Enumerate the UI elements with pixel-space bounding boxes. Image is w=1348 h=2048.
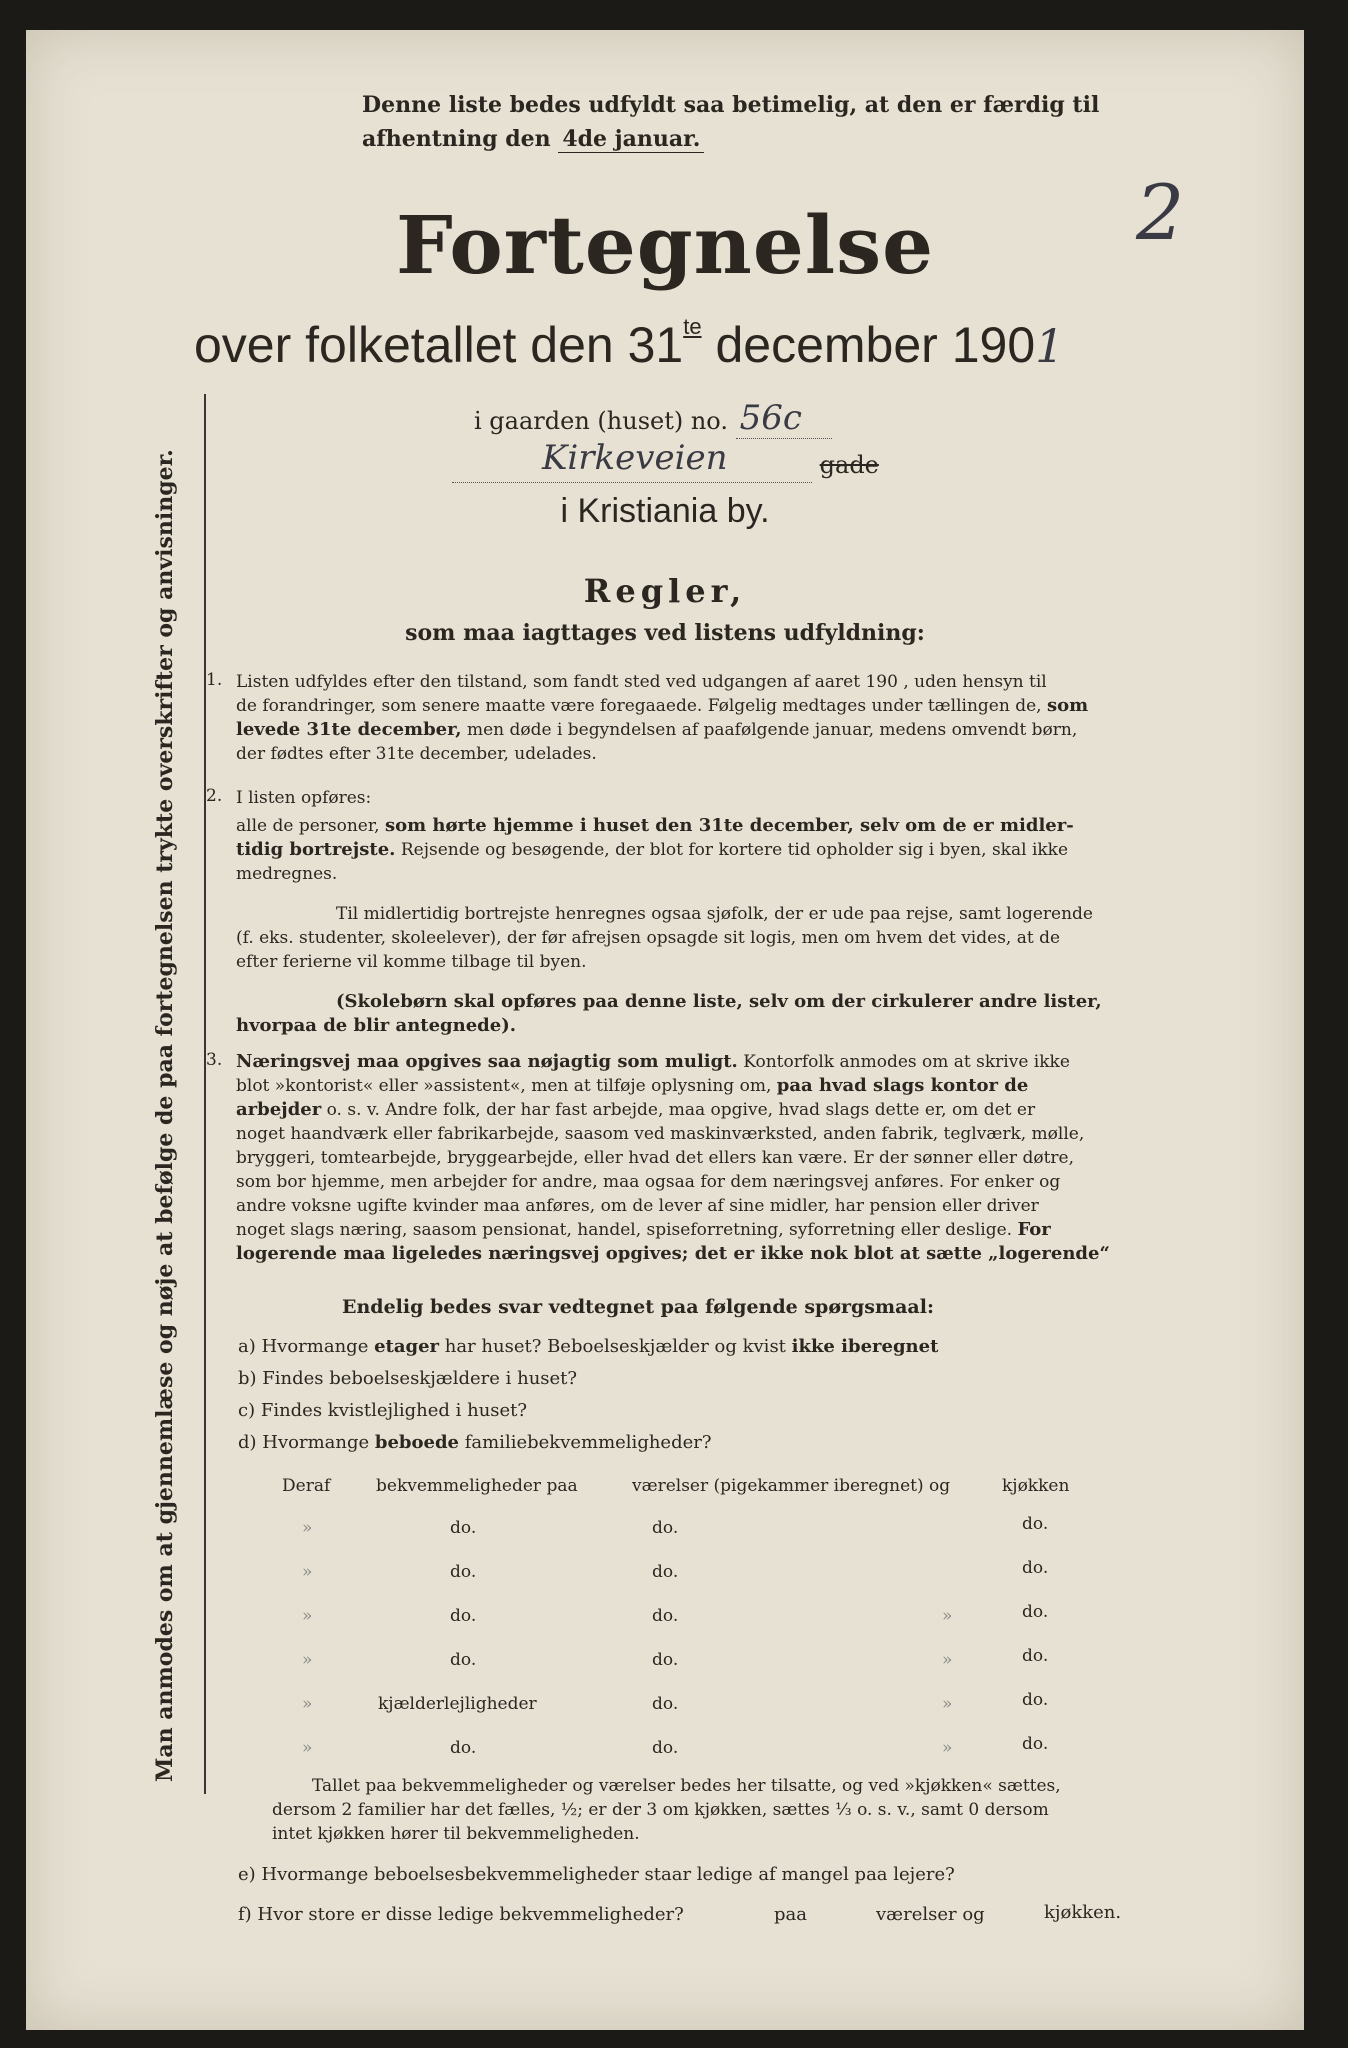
table-note-line: intet kjøkken hører til bekvemmeligheden.: [272, 1824, 640, 1844]
rule-1-number: 1.: [206, 670, 223, 690]
table-do: do.: [1022, 1690, 1049, 1710]
question-f-paa: paa: [774, 1904, 807, 1925]
form-subtitle: [194, 314, 1064, 374]
rule-3-text-part: noget slags næring, saasom pensionat, handel, spiseforretning, syforretning eller deslige.: [236, 1220, 1018, 1240]
rule-3-bold: paa hvad slags kontor de: [776, 1075, 1029, 1096]
rule-3-bold: For: [1017, 1219, 1051, 1240]
table-quote: »: [302, 1562, 313, 1582]
rule-3-text-part: Kontorfolk anmodes om at skrive ikke: [737, 1052, 1070, 1072]
table-do: do.: [1022, 1514, 1049, 1534]
table-do: do.: [450, 1606, 477, 1626]
question-f-vaerelser: værelser og: [876, 1904, 985, 1925]
rule-2-line: [236, 838, 1182, 862]
question-f-kjokken: kjøkken.: [1044, 1902, 1122, 1923]
table-do: do.: [450, 1738, 477, 1758]
table-do: do.: [450, 1518, 477, 1538]
rule-2-line: Til midlertidig bortrejste henregnes ogsaa sjøfolk, der er ude paa rejse, samt logerende: [336, 904, 1093, 924]
notice-line-1: Denne liste bedes udfyldt saa betimelig, at den er færdig til: [362, 92, 1100, 118]
rule-3-line: [236, 1218, 1182, 1242]
notice-prefix: afhentning den: [362, 126, 551, 152]
question-e: e) Hvormange beboelsesbekvemmeligheder staar ledige af mangel paa lejere?: [238, 1864, 955, 1885]
rule-3-text-part: blot »kontorist« eller »assistent«, men at tilføje oplysning om,: [236, 1076, 777, 1096]
subtitle-sup: te: [683, 314, 702, 339]
table-kjaelder: kjælderlejligheder: [378, 1694, 537, 1714]
rule-3-line: [236, 1098, 1182, 1122]
table-quote: »: [942, 1606, 953, 1626]
table-do: do.: [652, 1694, 679, 1714]
rule-3-bold: Næringsvej maa opgives saa nøjagtig som muligt.: [236, 1051, 738, 1072]
house-number-line: [474, 398, 832, 438]
table-do: do.: [1022, 1602, 1049, 1622]
rule-1-line: [236, 694, 1182, 718]
street-name-handwritten: Kirkeveien: [542, 438, 728, 478]
rule-1-text-part: men døde i begyndelsen af paafølgende januar, medens omvendt børn,: [461, 720, 1078, 740]
table-quote: »: [302, 1694, 313, 1714]
table-note: [272, 1774, 1182, 1846]
question-a-text: a) Hvormange: [238, 1336, 375, 1357]
question-f: f) Hvor store er disse ledige bekvemmeligheder?: [238, 1904, 684, 1925]
table-do: do.: [652, 1562, 679, 1582]
table-quote: »: [302, 1606, 313, 1626]
rule-3-line: som bor hjemme, men arbejder for andre, maa ogsaa for dem næringsvej anføres. For enker og: [236, 1172, 1061, 1192]
question-a-bold: ikke iberegnet: [791, 1336, 939, 1357]
rule-2-line: efter ferierne vil komme tilbage til byen.: [236, 952, 587, 972]
rule-1-line: [236, 718, 1182, 742]
census-form-page: [26, 30, 1304, 2030]
rule-3-number: 3.: [206, 1050, 223, 1070]
rule-3-text-part: o. s. v. Andre folk, der har fast arbejde, maa opgive, hvad slags dette er, om det er: [321, 1100, 1036, 1120]
rule-3-line: [236, 1050, 1182, 1074]
rule-3-line: noget haandværk eller fabrikarbejde, saasom ved maskinværksted, anden fabrik, teglværk, mølle,: [236, 1124, 1085, 1144]
rule-1-bold: levede 31te december,: [236, 719, 462, 740]
rule-1-text: [236, 670, 1182, 766]
pickup-notice: [362, 88, 1099, 156]
table-deraf: Deraf: [282, 1476, 331, 1496]
rule-2-number: 2.: [206, 786, 223, 806]
rule-2-bold-line: hvorpaa de blir antegnede).: [236, 1015, 516, 1036]
rule-2-line: medregnes.: [236, 864, 338, 884]
notice-line-2: [362, 122, 1099, 156]
table-do: do.: [450, 1562, 477, 1582]
subtitle-suffix: december 190: [715, 317, 1036, 373]
table-col-bekvem: bekvemmeligheder paa: [376, 1476, 578, 1496]
sidebar-instruction: Man anmodes om at gjennemlæse og nøje at befølge de paa fortegnelsen trykte overskrifter og anvisninger.: [152, 449, 178, 1782]
rule-2-line: (f. eks. studenter, skoleelever), der før afrejsen opsagde sit logis, men om hvem det vides, at de: [236, 928, 1061, 948]
rule-2-line: I listen opføres:: [236, 788, 372, 808]
street-line: [452, 438, 879, 483]
rule-2-text-part: Rejsende og besøgende, der blot for kortere tid opholder sig i byen, skal ikke: [395, 840, 1069, 860]
question-a-bold: etager: [374, 1336, 440, 1357]
table-quote: »: [302, 1738, 313, 1758]
table-note-line: Tallet paa bekvemmeligheder og værelser bedes her tilsatte, og ved »kjøkken« sættes,: [312, 1776, 1061, 1796]
rule-1-text-part: de forandringer, som senere maatte være foregaaede. Følgelig medtages under tællingen de,: [236, 696, 1047, 716]
table-note-line: dersom 2 familier har det fælles, ½; er der 3 om kjøkken, sættes ⅓ o. s. v., samt 0 dersom: [272, 1800, 1049, 1820]
table-do: do.: [652, 1650, 679, 1670]
table-quote: »: [942, 1650, 953, 1670]
sidebar-rule: [204, 394, 206, 1794]
table-do: do.: [1022, 1646, 1049, 1666]
rule-3-text: [236, 1050, 1182, 1266]
question-d: [238, 1432, 712, 1453]
rule-2-text-part: alle de personer,: [236, 816, 385, 836]
table-col-kjokken: kjøkken: [1002, 1476, 1070, 1496]
rules-subheading: som maa iagttages ved listens udfyldning:: [405, 620, 925, 646]
question-d-text: familiebekvemmeligheder?: [459, 1432, 712, 1453]
table-quote: »: [942, 1738, 953, 1758]
house-number-handwritten: 56c: [736, 398, 832, 439]
question-d-text: d) Hvormange: [238, 1432, 375, 1453]
question-a: [238, 1336, 938, 1357]
rule-3-line: [236, 1074, 1182, 1098]
table-do: do.: [652, 1606, 679, 1626]
rule-2-bold: som hørte hjemme i huset den 31te december, selv om de er midler-: [384, 815, 1074, 836]
question-d-bold: beboede: [374, 1432, 459, 1453]
rule-2-text: [236, 786, 1182, 1038]
rules-heading: Regler,: [583, 572, 747, 610]
rule-3-bold: arbejder: [236, 1099, 322, 1120]
handwritten-year-digit: 1: [1035, 319, 1065, 373]
handwritten-page-number: 2: [1136, 168, 1185, 257]
rule-3-line: andre voksne ugifte kvinder maa anføres, om de lever af sine midler, har pension eller driver: [236, 1196, 1039, 1216]
rule-1-line: Listen udfyldes efter den tilstand, som fandt sted ved udgangen af aaret 190 , uden hensyn til: [236, 672, 1047, 692]
gaard-label: i gaarden (huset) no.: [474, 407, 728, 435]
rule-1-line: der fødtes efter 31te december, udelades.: [236, 744, 597, 764]
pickup-date: 4de januar.: [558, 126, 704, 153]
question-b: b) Findes beboelseskjældere i huset?: [238, 1368, 578, 1389]
table-do: do.: [450, 1650, 477, 1670]
city-line: i Kristiania by.: [560, 492, 770, 530]
table-quote: »: [302, 1650, 313, 1670]
table-do: do.: [652, 1518, 679, 1538]
gade-label: gade: [819, 451, 879, 479]
form-title: Fortegnelse: [395, 198, 935, 292]
rule-2-line: [236, 814, 1182, 838]
table-do: do.: [1022, 1558, 1049, 1578]
rule-2-bold: tidig bortrejste.: [236, 839, 396, 860]
table-do: do.: [1022, 1734, 1049, 1754]
table-quote: »: [942, 1694, 953, 1714]
rule-2-bold-line: (Skolebørn skal opføres paa denne liste, selv om der cirkulerer andre lister,: [336, 991, 1102, 1012]
table-do: do.: [652, 1738, 679, 1758]
question-c: c) Findes kvistlejlighed i huset?: [238, 1400, 528, 1421]
table-quote: »: [302, 1518, 313, 1538]
question-a-text: har huset? Beboelseskjælder og kvist: [439, 1336, 792, 1357]
rule-3-line: bryggeri, tomtearbejde, bryggearbejde, eller hvad det ellers kan være. Er der sønner eller døtre,: [236, 1148, 1074, 1168]
questions-heading: Endelig bedes svar vedtegnet paa følgende spørgsmaal:: [342, 1296, 934, 1318]
rule-1-bold: som: [1046, 695, 1089, 716]
rule-3-bold-line: logerende maa ligeledes næringsvej opgives; det er ikke nok blot at sætte „logerende“: [236, 1243, 1110, 1264]
table-col-vaerelser: værelser (pigekammer iberegnet) og: [632, 1476, 951, 1496]
subtitle-prefix: over folketallet den 31: [194, 317, 684, 373]
